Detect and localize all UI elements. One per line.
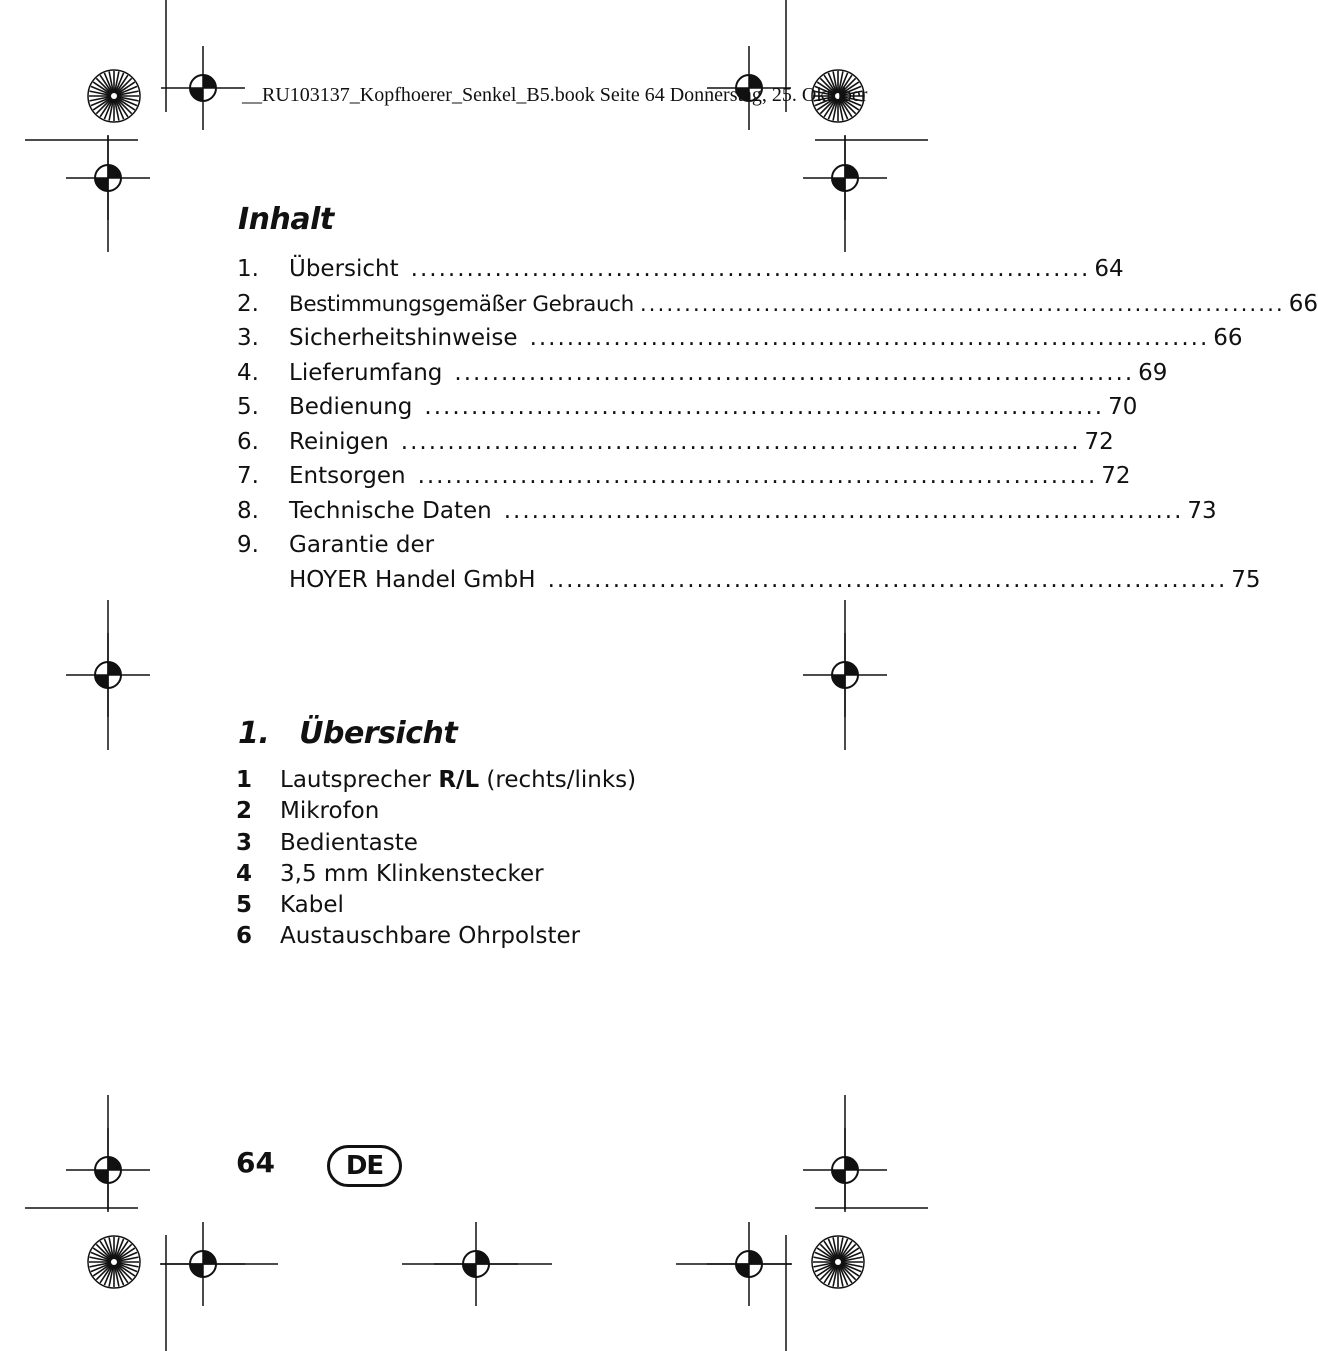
toc-entry-number: 9. (237, 532, 259, 558)
toc-entry[interactable] (237, 321, 1243, 356)
item-number: 4 (236, 860, 253, 887)
item-number: 1 (236, 767, 253, 793)
section-title: 1. Übersicht (238, 716, 458, 751)
toc-entry-page: 64 (1094, 256, 1124, 282)
toc-leader: ......................................................................... (454, 359, 1135, 386)
toc-entry[interactable] (237, 390, 1138, 425)
toc-entry[interactable] (237, 252, 1124, 287)
toc-entry-label: Bedienung (289, 394, 413, 420)
toc-entry[interactable] (237, 356, 1168, 391)
toc-entry-label: Sicherheitshinweise (289, 325, 518, 351)
toc-entry-number: 6. (237, 428, 259, 455)
toc-entry-page: 69 (1138, 359, 1168, 386)
toc-entry-label: Technische Daten (289, 497, 492, 524)
item-text: 3,5 mm Klinkenstecker (280, 860, 544, 887)
toc-entry-label: Reinigen (289, 428, 389, 455)
item-text: Kabel (280, 892, 344, 919)
toc-entry-number: 1. (237, 256, 259, 282)
toc-leader: ......................................................................... (639, 291, 1285, 317)
toc-entry-number: 5. (237, 394, 259, 420)
toc-leader: ......................................................................... (424, 394, 1105, 420)
page-number: 64 (236, 1146, 275, 1179)
toc-entry-label-line2: HOYER Handel GmbH (289, 566, 536, 593)
toc-entry-page: 72 (1101, 463, 1131, 489)
toc-leader: ......................................................................... (400, 428, 1081, 455)
toc-title: Inhalt (238, 202, 334, 237)
toc-leader: ......................................................................... (529, 325, 1210, 351)
table-of-contents (237, 252, 1318, 597)
toc-entry-page: 75 (1231, 566, 1261, 593)
item-number: 3 (236, 829, 253, 856)
toc-entry[interactable] (237, 528, 681, 563)
item-bold-text: R/L (438, 767, 480, 793)
toc-entry[interactable] (237, 494, 1217, 529)
toc-leader: ......................................................................... (410, 256, 1091, 282)
print-header: __RU103137_Kopfhoerer_Senkel_B5.book Seite 64 Donnerstag, 25. Oktober (242, 84, 868, 106)
toc-leader: ......................................................................... (503, 497, 1184, 524)
item-text: Austauschbare Ohrpolster (280, 923, 581, 950)
toc-entry-page: 73 (1187, 497, 1217, 524)
toc-entry-number: 8. (237, 497, 259, 524)
toc-entry-label: Entsorgen (289, 463, 406, 489)
toc-entry-page: 70 (1108, 394, 1138, 420)
toc-entry-page: 66 (1213, 325, 1243, 351)
toc-leader: ......................................................................... (547, 566, 1228, 593)
toc-entry[interactable] (237, 425, 1114, 460)
toc-entry-page: 72 (1084, 428, 1114, 455)
toc-entry[interactable] (237, 459, 1131, 494)
item-text: Bedientaste (280, 829, 418, 856)
toc-entry-number: 3. (237, 325, 259, 351)
toc-entry-number: 2. (237, 290, 259, 317)
toc-entry-label: Übersicht (289, 256, 399, 282)
language-badge: DE (327, 1145, 402, 1187)
toc-entry-page: 66 (1288, 290, 1318, 317)
item-number: 5 (236, 892, 253, 919)
toc-entry-continuation[interactable] (237, 563, 1261, 598)
toc-entry-label: Bestimmungsgemäßer Gebrauch (289, 291, 634, 317)
toc-entry-number: 7. (237, 463, 259, 489)
toc-leader: ......................................................................... (417, 463, 1098, 489)
item-number: 2 (236, 798, 253, 825)
item-number: 6 (236, 923, 253, 950)
toc-entry-label: Lieferumfang (289, 359, 443, 386)
item-text: Mikrofon (280, 798, 380, 825)
toc-entry[interactable] (237, 287, 1318, 322)
item-text: Lautsprecher R/L (rechts/links) (280, 767, 637, 793)
toc-entry-number: 4. (237, 359, 259, 386)
toc-entry-label: Garantie der (289, 532, 435, 558)
